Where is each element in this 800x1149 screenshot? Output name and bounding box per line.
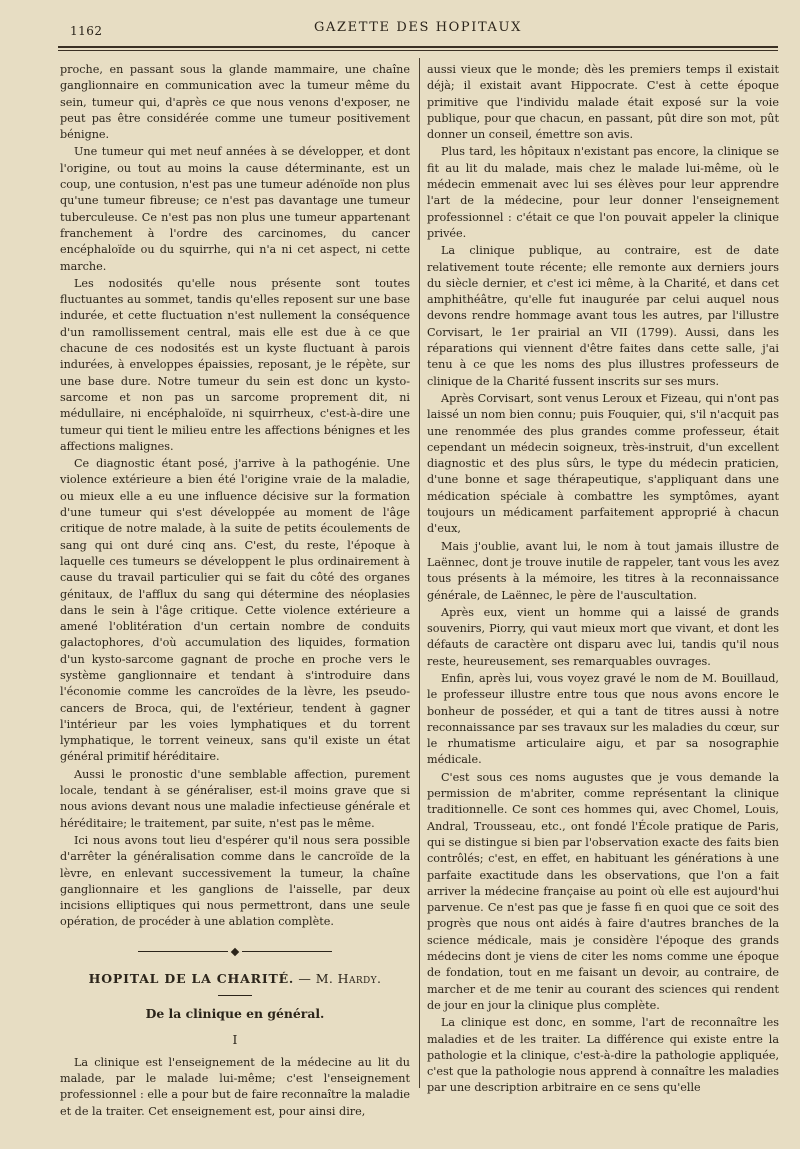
left-paragraph: Une tumeur qui met neuf années à se développer, et dont l'origine, ou tout au moins la cause déterminante, est un coup, une contusion, n'est pas une tumeur adénoïde non plus qu'une tumeur fibreuse; ce n'est pas davantage une tumeur tuberculeuse. Ce n'est pas non plus une tumeur appartenant franchement à l'ordre des carcinomes, du cancer encéphaloïde ou du squirrhe, qui n'a ni cet aspect, ni cette marche. <box>60 145 410 273</box>
right-paragraph: Après Corvisart, sont venus Leroux et Fizeau, qui n'ont pas laissé un nom bien connu; puis Fouquier, qui, s'il n'acquit pas une renommée des plus grandes comme professeur, était cependant un médecin soigneux, très-instruit, d'un excellent diagnostic et des plus sûrs, le type du médecin praticien, d'une bonne et sage thérapeutique, s'appliquant dans une médication spéciale à combattre les symptômes, ayant toujours un médicament parfaitement approprié à chacun d'eux, <box>427 391 779 536</box>
journal-title: GAZETTE DES HOPITAUX <box>314 20 522 35</box>
left-paragraph: Ce diagnostic étant posé, j'arrive à la pathogénie. Une violence extérieure a bien été l'origine vraie de la maladie, ou mieux elle a eu une influence décisive sur la formation d'une tumeur qui s'est développée au moment de l'âge critique de notre malade, à la suite de petits écoulements de sang qui ont duré cinq ans. C'est, du reste, l'époque à laquelle ces tumeurs se développent le plus ordinairement à cause du travail particulier qui se fait du côté des organes génitaux, de l'afflux du sang qui détermine des néoplasies dans le sein à l'âge critique. Cette violence extérieure a amené l'oblitération d'un certain nombre de conduits galactophores, d'où accumulation des liquides, formation d'un kysto-sarcome gagnant de proche en proche vers le système ganglionnaire et tendant à s'introduire dans l'économie comme les cancroïdes de la lèvre, les pseudo-cancers de Broca, qui, de l'extérieur, tendent à gagner l'intérieur par les voies lymphatiques et du torrent lymphatique, le torrent veineux, sans qu'il existe un état général primitif héréditaire. <box>60 457 410 764</box>
page-number: 1162 <box>70 24 103 38</box>
lecturer-name: Hardy. <box>337 970 382 986</box>
separator-line <box>138 951 228 952</box>
left-paragraph: proche, en passant sous la glande mammaire, une chaîne ganglionnaire en communication avec la tumeur même du sein, tumeur qui, d'après ce que nous venons d'exposer, ne peut pas être considérée comme une tumeur positivement bénigne. <box>60 63 410 142</box>
right-paragraph: La clinique publique, au contraire, est de date relativement toute récente; elle remonte aux derniers jours du siècle dernier, et c'est ici même, à la Charité, et dans cet amphithéâtre, qu'elle fut inaugurée par celui auquel nous devons rendre hommage avant tous les autres, par l'illustre Corvisart, le 1er prairial an VII (1799). Aussi, dans les réparations qui viennent d'être faites dans cette salle, j'ai tenu à ce que les noms des plus illustres professeurs de clinique de la Charité fussent inscrits sur ses murs. <box>427 244 779 388</box>
heading-dash: — M. <box>294 970 338 986</box>
right-paragraph: aussi vieux que le monde; dès les premiers temps il existait déjà; il existait avant Hippocrate. C'est à cette époque primitive que l'individu malade était exposé sur la voie publique, pour que chacun, en passant, pût dire son mot, pût donner un conseil, émettre son avis. <box>427 63 779 142</box>
section-number: I <box>232 1032 238 1048</box>
header-rule-thick <box>58 46 778 48</box>
left-paragraph: Ici nous avons tout lieu d'espérer qu'il nous sera possible d'arrêter la généralisation comme dans le cancroïde de la lèvre, en enlevant successivement la tumeur, la chaîne ganglionnaire et les ganglions de l'aisselle, par deux incisions elliptiques qui nous permettront, dans une seule opération, de procéder à une ablation complète. <box>60 833 410 929</box>
column-divider <box>419 58 420 1088</box>
hospital-name: HOPITAL DE LA CHARITÉ. <box>88 970 295 986</box>
right-column <box>427 62 779 1098</box>
right-paragraph: Mais j'oublie, avant lui, le nom à tout jamais illustre de Laënnec, dont je trouve inutile de rappeler, tant vous les avez tous présents à la mémoire, les titres à la reconnaissance générale, de Laënnec, le père de l'auscultation. <box>427 539 779 602</box>
left-paragraph: La clinique est l'enseignement de la médecine au lit du malade, par le malade lui-même; c'est l'enseignement professionnel : elle a pour but de faire reconnaître la maladie et de la traiter. Cet enseignement est, pour ainsi dire, <box>60 1055 410 1118</box>
left-paragraph: Les nodosités qu'elle nous présente sont toutes fluctuantes au sommet, tandis qu'elles reposent sur une base indurée, et cette fluctuation n'est nullement la conséquence d'un ramollissement central, mais elle est due à ce que chacune de ces nodosités est un kyste fluctuant à parois indurées, à enveloppes épaissies, reposant, je le répète, sur une base dure. Notre tumeur du sein est donc un kysto-sarcome et non pas un sarcome proprement dit, ni médullaire, ni encéphaloïde, ni squirrheux, c'est-à-dire une tumeur qui tient le milieu entre les affections bénignes et les affections malignes. <box>60 276 410 453</box>
right-paragraph: Enfin, après lui, vous voyez gravé le nom de M. Bouillaud, le professeur illustre entre tous que nous avons encore le bonheur de posséder, et qui a tant de titres aussi à notre reconnaissance par ses travaux sur les maladies du cœur, sur le rhumatisme articulaire aigu, et par sa nosographie médicale. <box>427 671 779 767</box>
separator-line <box>242 951 332 952</box>
section-separator <box>60 949 410 955</box>
left-column <box>60 62 410 1121</box>
right-paragraph: La clinique est donc, en somme, l'art de reconnaître les maladies et de les traiter. La différence qui existe entre la pathologie et la clinique, c'est-à-dire la pathologie appliquée, c'est que la pathologie nous apprend à connaître les maladies par une description arbitraire en ce sens qu'elle <box>427 1016 779 1095</box>
right-paragraph: Après eux, vient un homme qui a laissé de grands souvenirs, Piorry, qui vaut mieux mort que vivant, et dont les défauts de caractère ont disparu avec lui, tandis qu'il nous reste, heureusement, ses remarquables ouvrages. <box>427 605 779 668</box>
page-header <box>58 18 778 42</box>
article-subtitle: De la clinique en général. <box>145 1006 325 1022</box>
left-paragraph: Aussi le pronostic d'une semblable affection, purement locale, tendant à se généraliser, est-il moins grave que si nous avions devant nous une maladie infectieuse générale et héréditaire; le traitement, par suite, n'est pas le même. <box>60 767 410 830</box>
right-paragraph: Plus tard, les hôpitaux n'existant pas encore, la clinique se fit au lit du malade, mais chez le malade lui-même, où le médecin emmenait avec lui ses élèves pour leur apprendre l'art de la médecine, pour leur donner l'enseignement professionnel : c'était ce que l'on pouvait appeler la clinique privée. <box>427 145 779 240</box>
short-rule <box>218 995 252 996</box>
right-paragraph: C'est sous ces noms augustes que je vous demande la permission de m'abriter, comme représentant la clinique traditionnelle. Ce sont ces hommes qui, avec Chomel, Louis, Andral, Trousseau, etc., ont fondé l'École pratique de Paris, qui se distingue si bien par l'observation exacte des faits bien contrôlés; c'est, en effet, en habituant les générations à une parfaite exactitude dans les observations, que l'on a fait arriver la médecine française au point où elle est aujourd'hui parvenue. Ce n'est pas que je fasse fi en quoi que ce soit des progrès que nous ont aidés à faire d'autres branches de la science médicale, mais je considère l'époque des grands médecins dont je viens de citer les noms comme une époque de fondation, tout en me faisant un devoir, au contraire, de marcher et de me tenir au courant des sciences qui rendent de jour en jour la clinique plus complète. <box>427 770 779 1012</box>
separator-diamond-icon <box>231 947 239 955</box>
hospital-heading <box>60 971 410 987</box>
header-rule-thin <box>58 50 778 51</box>
